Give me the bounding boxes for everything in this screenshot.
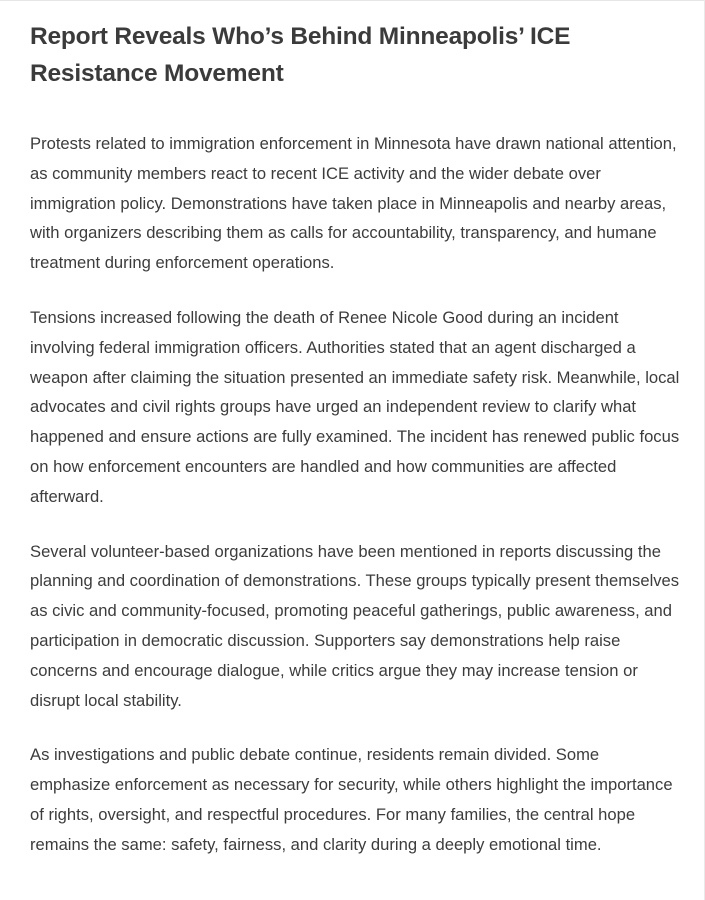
top-divider bbox=[0, 0, 705, 4]
article-paragraph-2: Tensions increased following the death of Renee Nicole Good during an incident involving federal immigration officers. Authorities stated that an agent discharged a weapon after claiming the situation presented an immediate safety risk. Meanwhile, local advocates and civil rights groups have urged an independent review to clarify what happened and ensure actions are fully examined. The incident has renewed public focus on how enforcement encounters are handled and how communities are affected afterward. bbox=[30, 307, 680, 506]
article-paragraph-4: As investigations and public debate continue, residents remain divided. Some emphasize enforcement as necessary for security, while others highlight the importance of rights, oversight, and respectful procedures. For many families, the central hope remains the same: safety, fairness, and clarity during a deeply emotional time. bbox=[30, 745, 673, 854]
article-title: Report Reveals Who’s Behind Minneapolis’ ICE Resistance Movement bbox=[30, 23, 571, 87]
article bbox=[30, 18, 680, 885]
article-paragraph-3: Several volunteer-based organizations have been mentioned in reports discussing the planning and coordination of demonstrations. These groups typically present themselves as civic and community-focused, promoting peaceful gatherings, public awareness, and participation in democratic discussion. Supporters say demonstrations help raise concerns and encourage dialogue, while critics argue they may increase tension or disrupt local stability. bbox=[30, 541, 680, 710]
article-paragraph-1: Protests related to immigration enforcement in Minnesota have drawn national attention, as community members react to recent ICE activity and the wider debate over immigration policy. Demonstrations have taken place in Minneapolis and nearby areas, with organizers describing them as calls for accountability, transparency, and humane treatment during enforcement operations. bbox=[30, 134, 677, 273]
